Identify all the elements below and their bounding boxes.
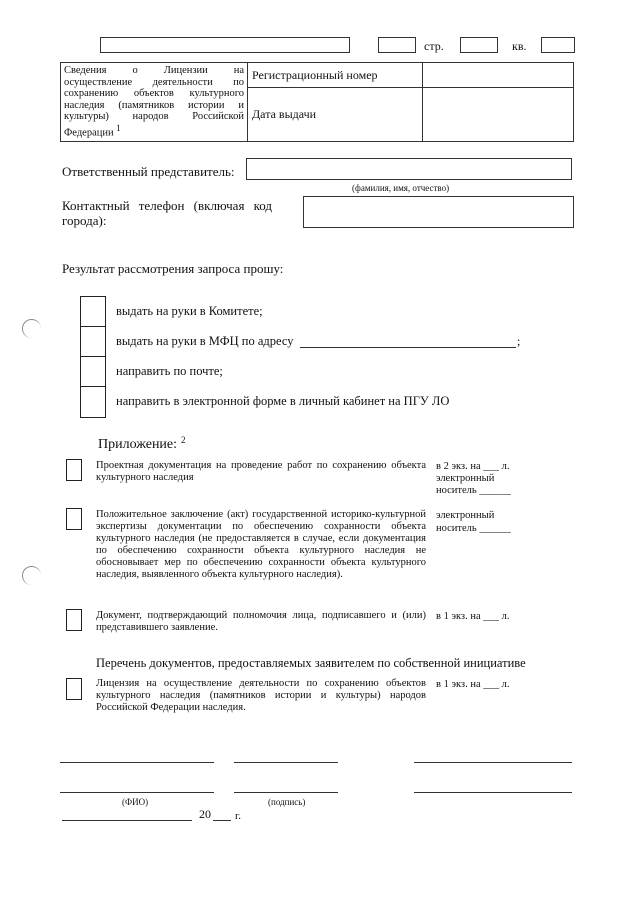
license-info-cell <box>61 63 248 142</box>
fio-label: (ФИО) <box>122 797 149 807</box>
punch-hole-mark-1 <box>22 319 41 338</box>
license-info-footnote: 1 <box>116 122 121 133</box>
result-checkbox-mfc[interactable] <box>80 326 106 358</box>
representative-field[interactable] <box>246 158 572 180</box>
appendix-item-1-copies2: электронный носитель ______ <box>436 473 511 496</box>
sign-label: (подпись) <box>268 797 306 807</box>
sign-line[interactable] <box>234 792 338 793</box>
date-year-suffix: г. <box>235 810 242 822</box>
appendix-heading: Приложение: <box>98 437 178 452</box>
representative-label: Ответственный представитель: <box>62 164 235 179</box>
date-line[interactable] <box>62 820 192 821</box>
signature-line-1b[interactable] <box>234 762 338 763</box>
fio-line[interactable] <box>60 792 214 793</box>
mfc-address-line[interactable] <box>300 347 516 348</box>
header-field-2[interactable] <box>378 37 416 53</box>
appendix-item-3-copies: в 1 экз. на ___ л. <box>436 611 510 622</box>
own-initiative-item-1-text: Лицензия на осуществление деятельности по сохранению объектов культурного наследия (памятников истории и культуры) народов Российской Федерации наследия. <box>96 678 426 713</box>
license-info-table <box>60 62 574 142</box>
page-label: стр. <box>424 39 444 53</box>
reg-number-label: Регистрационный номер <box>252 67 378 82</box>
result-option-committee: выдать на руки в Комитете; <box>116 304 263 318</box>
appendix-item-3-text: Документ, подтверждающий полномочия лица, подписавшего и (или) представившего заявление. <box>96 610 426 633</box>
appendix-item-1-copies: в 2 экз. на ___ л. <box>436 461 510 472</box>
mfc-address-suffix: ; <box>517 334 521 348</box>
page-number-field[interactable] <box>460 37 498 53</box>
apartment-field[interactable] <box>541 37 575 53</box>
phone-field[interactable] <box>303 196 574 228</box>
signature-line-2c[interactable] <box>414 792 572 793</box>
result-option-mail: направить по почте; <box>116 364 223 378</box>
signature-line-1a[interactable] <box>60 762 214 763</box>
phone-label: Контактный телефон (включая код города): <box>62 198 272 228</box>
signature-line-1c[interactable] <box>414 762 572 763</box>
license-info-text: Сведения о Лицензии на осуществление деятельности по сохранению объектов культурного наследия (памятников истории и культуры) народов Российской Федерации <box>64 65 244 139</box>
punch-hole-mark-2 <box>22 566 41 585</box>
appendix-item-1-text: Проектная документация на проведение работ по сохранению объекта культурного наследия <box>96 460 426 483</box>
own-initiative-item-1-copies: в 1 экз. на ___ л. <box>436 679 510 690</box>
own-initiative-heading: Перечень документов, предоставляемых заявителем по собственной инициативе <box>96 656 526 670</box>
date-year-line[interactable] <box>213 820 231 821</box>
representative-hint: (фамилия, имя, отчество) <box>352 183 450 193</box>
reg-number-label-cell <box>248 63 423 88</box>
own-initiative-checkbox-1[interactable] <box>66 678 82 700</box>
appendix-checkbox-2[interactable] <box>66 508 82 530</box>
appendix-item-2-copies2: носитель ______ <box>436 523 511 534</box>
issue-date-field[interactable] <box>423 88 574 142</box>
result-checkbox-mail[interactable] <box>80 356 106 388</box>
result-option-mfc: выдать на руки в МФЦ по адресу <box>116 334 294 348</box>
reg-number-field[interactable] <box>423 63 574 88</box>
apartment-label: кв. <box>512 39 527 53</box>
appendix-checkbox-1[interactable] <box>66 459 82 481</box>
result-checkbox-committee[interactable] <box>80 296 106 328</box>
appendix-item-2-text: Положительное заключение (акт) государственной историко-культурной экспертизы документации по обеспечению сохранности объекта культурного наследия (не предоставляется в случае, если документация по обеспечению сохранности объекта культурного наследия не обосновывает мер по обеспечению сохранности объекта культурного наследия, выявленного объекта культурного наследия). <box>96 509 426 580</box>
header-field-1[interactable] <box>100 37 350 53</box>
result-option-electronic: направить в электронной форме в личный кабинет на ПГУ ЛО <box>116 394 450 408</box>
date-year-prefix: 20 <box>199 807 211 821</box>
issue-date-label-cell <box>248 88 423 142</box>
result-checkbox-electronic[interactable] <box>80 386 106 418</box>
appendix-checkbox-3[interactable] <box>66 609 82 631</box>
appendix-footnote: 2 <box>181 435 186 445</box>
appendix-item-2-copies: электронный <box>436 510 495 521</box>
result-heading: Результат рассмотрения запроса прошу: <box>62 261 284 276</box>
issue-date-label: Дата выдачи <box>252 107 317 121</box>
